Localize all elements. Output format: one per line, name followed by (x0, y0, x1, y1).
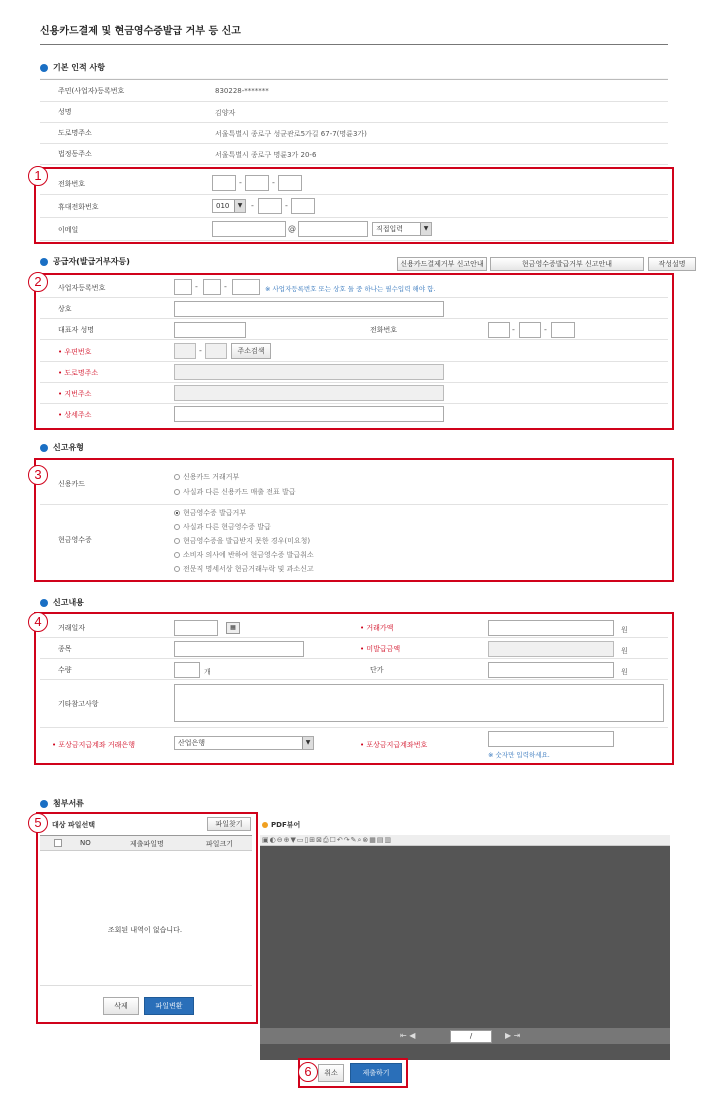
callout-box-4 (34, 612, 674, 765)
regno-value: 830228-******* (215, 87, 269, 95)
section-attach-heading (40, 798, 84, 809)
delete-button[interactable]: 삭제 (103, 997, 139, 1015)
mobile-label: 휴대전화번호 (58, 203, 99, 211)
trade-date-label: 거래일자 (58, 624, 86, 632)
first-prev-page-icon[interactable]: ⇤ ◀ (400, 1031, 416, 1040)
unissued-label: • 미발급금액 (360, 645, 401, 653)
callout-number-6: 6 (298, 1062, 318, 1082)
callout-box-2 (34, 273, 674, 430)
item-label: 종목 (58, 645, 72, 653)
cash-option-2-label: 사실과 다른 현금영수증 발급 (183, 523, 271, 531)
unit-price-label: 단가 (370, 666, 384, 674)
callout-box-3 (34, 458, 674, 582)
callout-box-1 (34, 167, 674, 244)
regno-label: 주민(사업자)등록번호 (58, 87, 125, 95)
card-option-2-label: 사실과 다른 신용카드 매출 전표 발급 (183, 488, 296, 496)
section-basic-heading (40, 62, 105, 73)
at-sign: @ (288, 224, 296, 233)
trade-name-label: 상호 (58, 305, 72, 313)
section-supplier-title: 공급자(발급거부자등) (53, 257, 130, 266)
page-input[interactable] (450, 1030, 492, 1043)
basic-row-lot (40, 144, 668, 165)
title-divider (40, 44, 668, 45)
supplier-road-label: • 도로명주소 (58, 369, 99, 377)
card-option-1-label: 신용카드 거래거부 (183, 473, 240, 481)
basic-row-regno (40, 81, 668, 102)
section-bullet-icon (40, 258, 48, 266)
bank-select-value: 산업은행 (178, 739, 206, 747)
cash-option-3-label: 현금영수증을 발급받지 못한 경우(미요청) (183, 537, 311, 545)
road-address-value: 서울특별시 종로구 성균관로5가길 67-7(명륜3가) (215, 130, 367, 138)
supplier-lot-label: • 지번주소 (58, 390, 92, 398)
dash: - (285, 201, 288, 210)
next-last-page-icon[interactable]: ▶ ⇥ (505, 1031, 521, 1040)
find-file-button[interactable]: 파일찾기 (207, 817, 251, 831)
card-refusal-guide-button[interactable]: 신용카드결제거부 신고안내 (397, 257, 487, 271)
writing-guide-button[interactable]: 작성설명 (648, 257, 696, 271)
callout-box-5 (36, 812, 258, 1024)
pdf-pager (260, 1028, 670, 1044)
section-basic-title: 기본 인적 사항 (53, 63, 105, 72)
name-value: 김양자 (215, 109, 236, 117)
dash: - (195, 282, 198, 291)
dash: - (544, 325, 547, 334)
lot-address-label: 법정동주소 (58, 150, 92, 158)
dash: - (224, 282, 227, 291)
pdf-viewer-title: PDF뷰어 (271, 821, 301, 829)
dash: - (199, 346, 202, 355)
section-bullet-icon (40, 800, 48, 808)
chevron-down-icon: ▼ (420, 223, 431, 235)
pdf-bullet-icon (262, 822, 268, 828)
lot-address-value: 서울특별시 종로구 명륜3가 20-6 (215, 151, 317, 159)
won-unit: 원 (621, 668, 628, 676)
dash: - (272, 178, 275, 187)
address-search-button[interactable]: 주소검색 (231, 343, 271, 359)
section-report-type-title: 신고유형 (53, 443, 84, 452)
account-hint: ※ 숫자만 입력하세요. (488, 751, 550, 759)
qty-label: 수량 (58, 666, 72, 674)
supplier-detail-label: • 상세주소 (58, 411, 92, 419)
mobile-prefix-value: 010 (216, 202, 230, 210)
callout-number-2: 2 (28, 272, 48, 292)
cash-option-5-label: 전문직 명세서상 현금거래누락 및 과소신고 (183, 565, 314, 573)
cash-receipt-guide-button[interactable]: 현금영수증발급거부 신고안내 (490, 257, 644, 271)
zip-label: • 우편번호 (58, 348, 92, 356)
section-bullet-icon (40, 444, 48, 452)
road-address-label: 도로명주소 (58, 129, 92, 137)
cancel-button[interactable]: 취소 (318, 1064, 344, 1082)
account-label: • 포상금지급계좌번호 (360, 741, 428, 749)
bank-label: • 포상금지급계좌 거래은행 (52, 741, 135, 749)
page-title: 신용카드결제 및 현금영수증발급 거부 등 신고 (40, 26, 241, 37)
qty-unit: 개 (204, 668, 211, 676)
note-label: 기타참고사항 (58, 700, 99, 708)
name-label: 성명 (58, 108, 72, 116)
basic-row-road (40, 123, 668, 144)
col-filename: 제출파일명 (130, 840, 164, 848)
col-filesize: 파일크기 (206, 840, 234, 848)
email-domain-select-value: 직접입력 (376, 225, 404, 233)
cash-label: 현금영수증 (58, 536, 92, 544)
section-content-title: 신고내용 (53, 598, 84, 607)
won-unit: 원 (621, 626, 628, 634)
callout-number-1: 1 (28, 166, 48, 186)
pdf-viewer-canvas[interactable] (260, 835, 670, 1060)
trade-amount-label: • 거래가액 (360, 624, 394, 632)
pdf-toolbar (260, 835, 670, 846)
col-no: NO (80, 839, 91, 847)
pdf-toolbar-icons[interactable]: ▣◐⊖⊕▼▭▯⊞⊠⎙☐↶↷✎⌕⊗▦▤▥ (262, 836, 393, 844)
email-label: 이메일 (58, 226, 79, 234)
section-report-type-heading (40, 442, 84, 453)
chevron-down-icon: ▼ (234, 200, 245, 212)
bizno-hint: ※ 사업자등록번호 또는 상호 둘 중 하나는 필수입력 해야 함. (265, 285, 436, 293)
card-label: 신용카드 (58, 480, 86, 488)
page-separator: / (469, 1032, 473, 1040)
phone-label: 전화번호 (58, 180, 86, 188)
callout-number-5: 5 (28, 813, 48, 833)
rep-name-label: 대표자 성명 (58, 326, 95, 334)
convert-file-button[interactable]: 파일변환 (144, 997, 194, 1015)
file-select-label: 대상 파일선택 (52, 821, 96, 829)
section-content-heading (40, 597, 84, 608)
section-bullet-icon (40, 599, 48, 607)
won-unit: 원 (621, 647, 628, 655)
empty-list-message: 조회된 내역이 없습니다. (107, 926, 183, 934)
dash: - (239, 178, 242, 187)
calendar-icon[interactable]: ▦ (226, 622, 240, 634)
cash-option-4-label: 소비자 의사에 반하여 현금영수증 발급취소 (183, 551, 314, 559)
bizno-label: 사업자등록번호 (58, 284, 106, 292)
basic-top-border (40, 78, 668, 80)
cash-option-1-label: 현금영수증 발급거부 (183, 509, 247, 517)
chevron-down-icon: ▼ (302, 737, 313, 749)
pdf-viewer-label (262, 820, 300, 830)
dash: - (512, 325, 515, 334)
callout-number-3: 3 (28, 465, 48, 485)
section-attach-title: 첨부서류 (53, 799, 84, 808)
section-bullet-icon (40, 64, 48, 72)
section-supplier-heading (40, 256, 130, 267)
basic-row-name (40, 102, 668, 123)
dash: - (251, 201, 254, 210)
submit-button[interactable]: 제출하기 (350, 1063, 402, 1083)
supplier-tel-label: 전화번호 (370, 326, 398, 334)
callout-number-4: 4 (28, 612, 48, 632)
